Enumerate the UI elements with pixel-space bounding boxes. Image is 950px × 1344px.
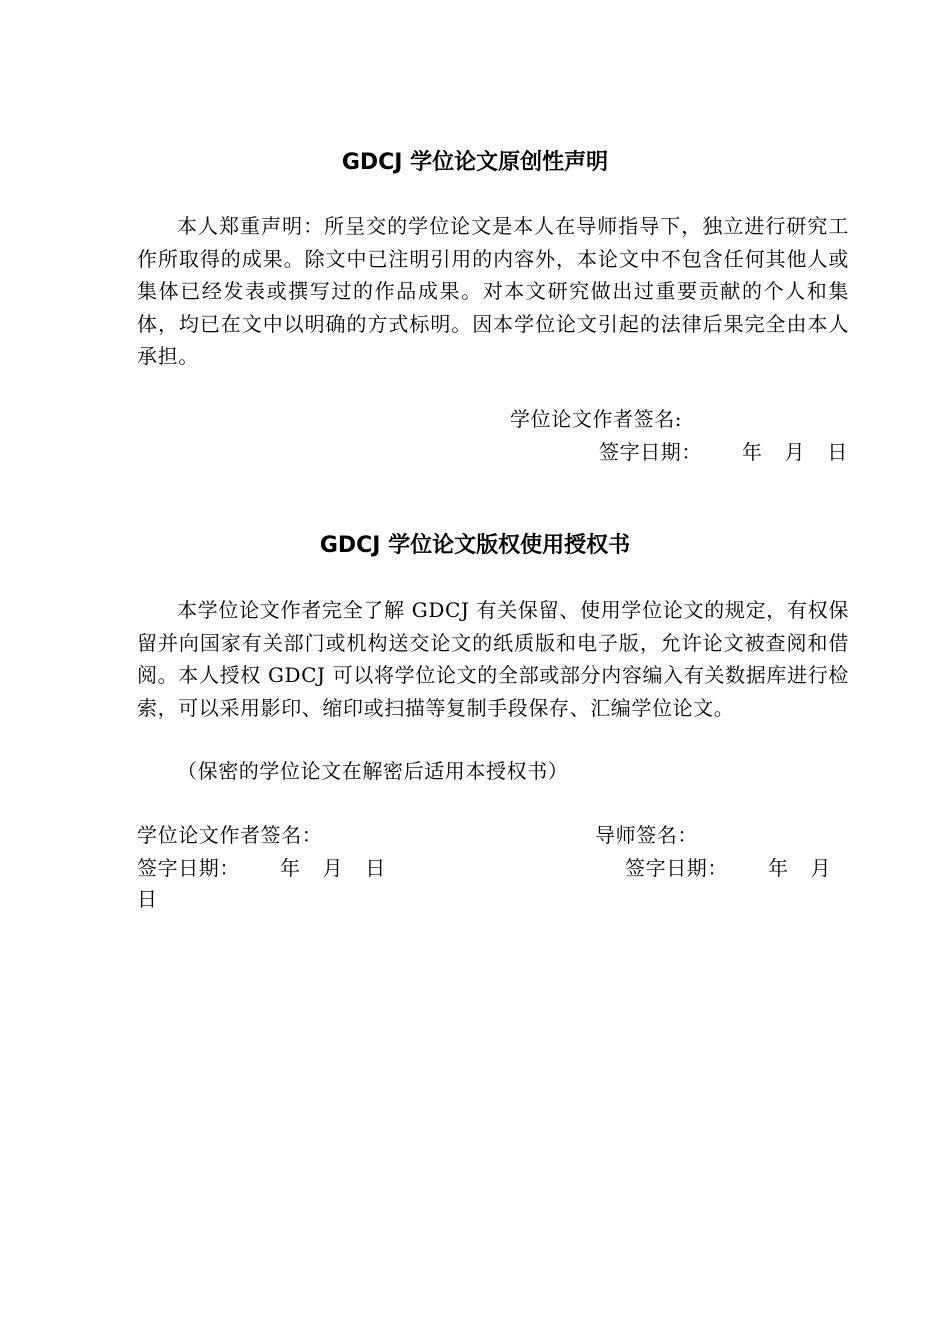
originality-date-line (599, 437, 848, 467)
advisor-date-label: 签字日期： (625, 856, 728, 880)
advisor-signature-label: 导师签名： (595, 823, 698, 847)
originality-month: 月 (784, 440, 806, 464)
author-day: 日 (365, 856, 386, 880)
originality-author-signature-label: 学位论文作者签名: (510, 407, 683, 431)
copyright-body: 本学位论文作者完全了解 GDCJ 有关保留、使用学位论文的规定，有权保留并向国家有关部门或机构送交论文的纸质版和电子版，允许论文被查阅和借阅。本人授权 GDCJ 可以将学位论文的全部或部分内容编入有关数据库进行检索，可以采用影印、缩印或扫描等复制手段保存、汇编学位论文。 (137, 598, 849, 720)
originality-date-label: 签字日期： (599, 440, 702, 464)
advisor-day-wrapped: 日 (137, 887, 158, 911)
originality-body: 本人郑重声明：所呈交的学位论文是本人在导师指导下，独立进行研究工作所取得的成果。除文中已注明引用的内容外，本论文中不包含任何其他人或集体已经发表或撰写过的作品成果。对本文研究做出过重要贡献的个人和集体，均已在文中以明确的方式标明。因本学位论文引起的法律后果完全由本人承担。 (137, 214, 849, 368)
author-date-label: 签字日期： (137, 856, 240, 880)
originality-title: GDCJ 学位论文原创性声明 (341, 150, 609, 175)
advisor-year: 年 (768, 856, 789, 880)
advisor-month: 月 (810, 856, 832, 880)
advisor-date-line (625, 853, 831, 883)
author-month: 月 (322, 856, 344, 880)
originality-day: 日 (827, 440, 848, 464)
copyright-title: GDCJ 学位论文版权使用授权书 (319, 533, 631, 558)
confidential-note: （保密的学位论文在解密后适用本授权书） (177, 759, 569, 783)
originality-year: 年 (742, 440, 763, 464)
author-date-line (137, 853, 386, 883)
copyright-author-signature-label: 学位论文作者签名： (137, 823, 323, 847)
author-year: 年 (280, 856, 301, 880)
